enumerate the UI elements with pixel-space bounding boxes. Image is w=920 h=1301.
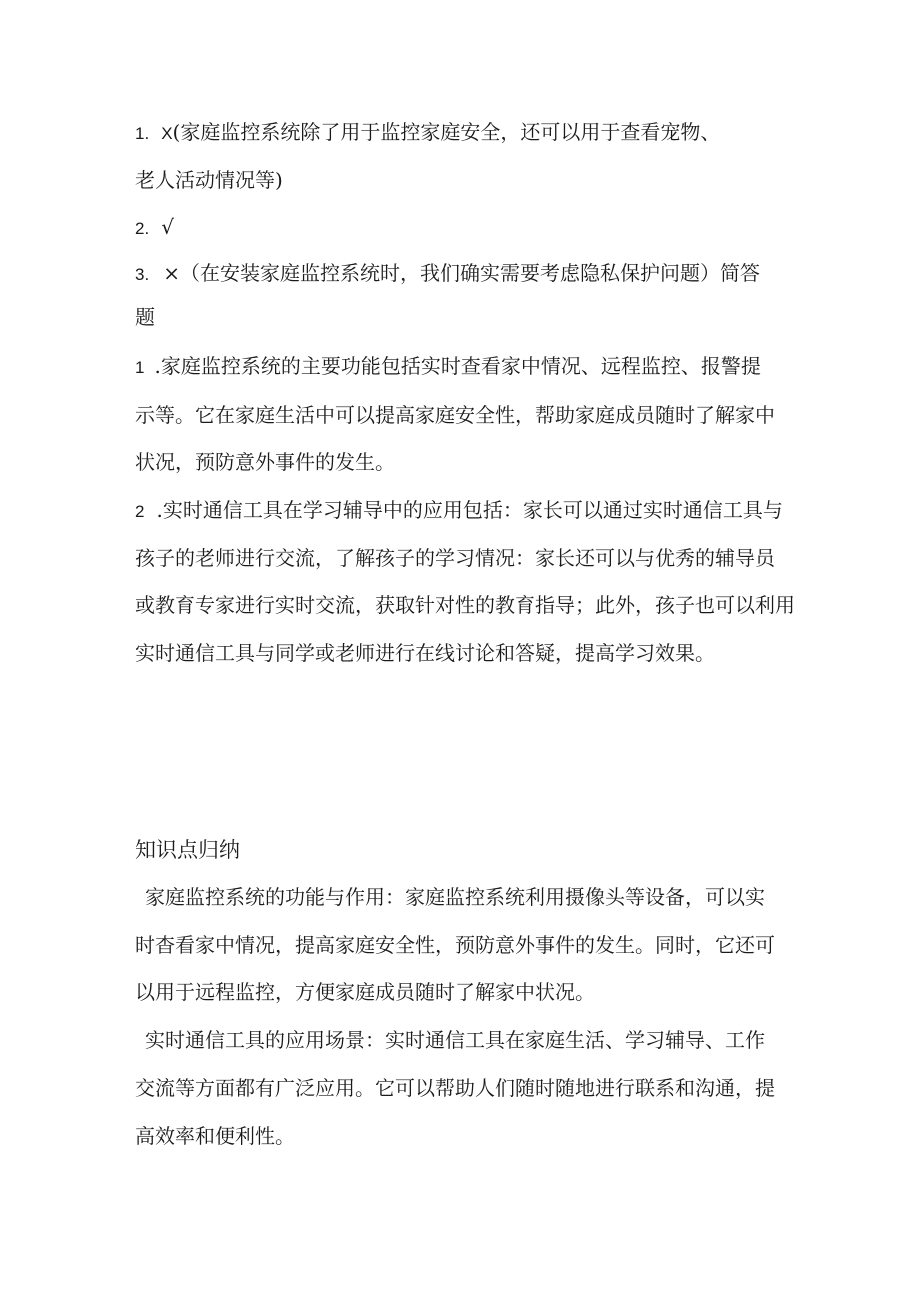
judge-item-3-number: 3. [135,265,150,284]
answer-2-text: .实时通信工具在学习辅导中的应用包括：家长可以通过实时通信工具与 [156,498,783,522]
answer-1-line-3: 状况，预防意外事件的发生。 [135,450,395,474]
summary-p1-line-2: 时杳看家中情况，提高家庭安全性，预防意外事件的发生。同时，它还可 [135,933,775,957]
answer-1-text: .家庭监控系统的主要功能包括实时查看家中情况、远程监控、报警提 [154,354,761,378]
judge-item-3-text: （在安装家庭监控系统时，我们确实需要考虑隐私保护问题）简答 [179,261,760,285]
answer-1-line-1 [135,352,761,382]
judge-item-1-line-1 [135,118,720,148]
judge-item-3-line-1 [135,259,760,289]
summary-p2-line-3: 高效率和便利性。 [135,1124,295,1148]
judge-item-2-mark: √ [161,215,174,239]
judge-item-1-text: (家庭监控系统除了用于监控家庭安全，还可以用于查看宠物、 [172,120,721,144]
summary-p1-line-3: 以用于远程监控，方便家庭成员随时了解家中状况。 [135,980,595,1004]
summary-p2-line-2: 交流等方面都有广泛应用。它可以帮助人们随时随地进行联系和沟通，提 [135,1076,775,1100]
judge-item-3-mark: × [163,261,180,285]
answer-2-line-4: 实时通信工具与同学或老师进行在线讨论和答疑，提高学习效果。 [135,641,715,665]
judge-item-1-mark: X [161,124,173,143]
answer-2-line-1 [135,496,783,526]
judge-item-1-number: 1. [135,124,150,143]
summary-heading: 知识点归纳 [135,838,240,862]
answer-1-line-2: 示等。它在家庭生活中可以提高家庭安全性，帮助家庭成员随时了解家中 [135,403,775,427]
answer-2-number: 2 [135,502,145,521]
judge-item-2 [135,213,174,243]
answer-1-number: 1 [135,358,145,377]
answer-2-line-2: 孩子的老师进行交流，了解孩子的学习情况：家长还可以与优秀的辅导员 [135,546,775,570]
answer-2-line-3: 或教育专家进行实时交流，获取针对性的教育指导；此外，孩子也可以利用 [135,593,795,617]
judge-item-1-line-2: 老人活动情况等) [135,168,283,192]
summary-p2-line-1: 实时通信工具的应用场景：实时通信工具在家庭生活、学习辅导、工作 [145,1028,765,1052]
judge-item-3-line-2: 题 [135,305,155,329]
summary-p1-line-1: 家庭监控系统的功能与作用：家庭监控系统利用摄像头等设备，可以实 [145,885,765,909]
judge-item-2-number: 2. [135,219,150,238]
